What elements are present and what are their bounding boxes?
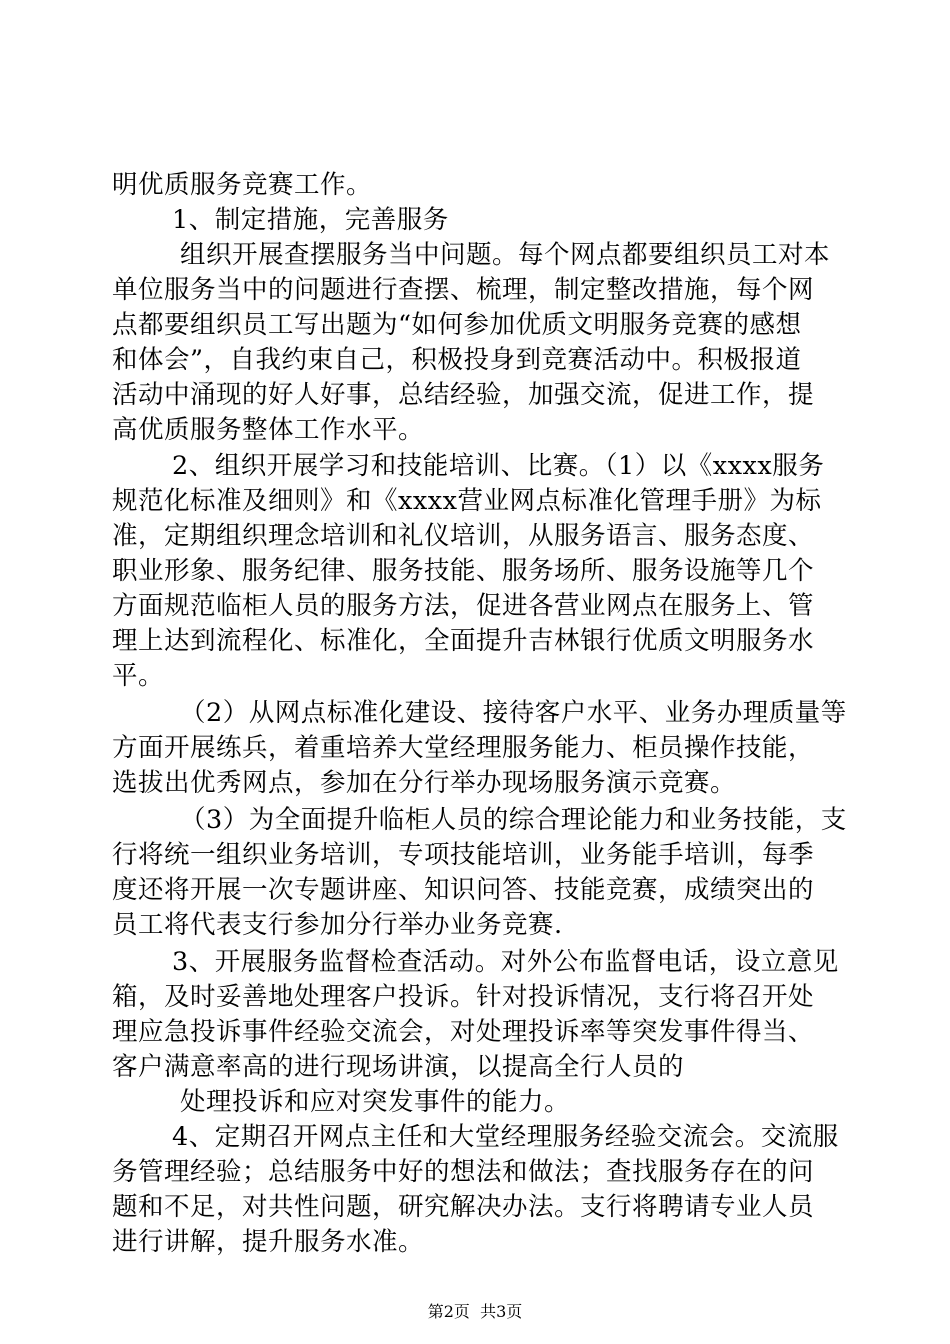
page-footer: 第2页 共3页	[427, 1302, 523, 1321]
text-line: 方面规范临柜人员的服务方法，促进各营业网点在服务上、管	[112, 591, 815, 621]
text-line: 箱，及时妥善地处理客户投诉。针对投诉情况，支行将召开处	[112, 982, 815, 1012]
text-line: 4、定期召开网点主任和大堂经理服务经验交流会。交流服	[172, 1122, 839, 1152]
text-line: 单位服务当中的问题进行查摆、梳理，制定整改措施，每个网	[112, 275, 815, 305]
text-line: 职业形象、服务纪律、服务技能、服务场所、服务设施等几个	[112, 556, 815, 586]
text-line: 平。	[112, 661, 165, 691]
text-line: 进行讲解，提升服务水准。	[112, 1227, 425, 1257]
text-line: 员工将代表支行参加分行举办业务竞赛.	[112, 910, 563, 940]
text-line: 和体会”，自我约束自己，积极投身到竞赛活动中。积极报道	[112, 345, 802, 375]
text-line: 理上达到流程化、标准化，全面提升吉林银行优质文明服务水	[112, 626, 815, 656]
text-line: 规范化标准及细则》和《xxxx营业网点标准化管理手册》为标	[112, 486, 822, 516]
text-line: 准，定期组织理念培训和礼仪培训，从服务语言、服务态度、	[112, 521, 815, 551]
text-line: 题和不足，对共性问题，研究解决办法。支行将聘请专业人员	[112, 1192, 815, 1222]
section-heading: 1、制定措施，完善服务	[172, 205, 449, 235]
text-line: 客户满意率高的进行现场讲演，以提高全行人员的	[112, 1052, 685, 1082]
text-line: 度还将开展一次专题讲座、知识问答、技能竞赛，成绩突出的	[112, 875, 815, 905]
text-line: 2、组织开展学习和技能培训、比赛。（1）以《xxxx服务	[172, 451, 825, 481]
text-line: （2）从网点标准化建设、接待客户水平、业务办理质量等	[180, 698, 847, 728]
text-line: 组织开展查摆服务当中问题。每个网点都要组织员工对本	[180, 240, 831, 270]
text-line: 点都要组织员工写出题为“如何参加优质文明服务竞赛的感想	[112, 310, 802, 340]
text-line: 务管理经验；总结服务中好的想法和做法；查找服务存在的问	[112, 1157, 815, 1187]
text-line: 方面开展练兵，着重培养大堂经理服务能力、柜员操作技能，	[112, 733, 815, 763]
text-line: 明优质服务竞赛工作。	[112, 170, 373, 200]
text-line: 理应急投诉事件经验交流会，对处理投诉率等突发事件得当、	[112, 1017, 815, 1047]
text-line: 处理投诉和应对突发事件的能力。	[180, 1087, 571, 1117]
text-line: 3、开展服务监督检查活动。对外公布监督电话，设立意见	[172, 947, 839, 977]
text-line: 行将统一组织业务培训，专项技能培训，业务能手培训，每季	[112, 840, 815, 870]
text-line: 选拔出优秀网点，参加在分行举办现场服务演示竞赛。	[112, 768, 737, 798]
text-line: 高优质服务整体工作水平。	[112, 415, 425, 445]
text-line: （3）为全面提升临柜人员的综合理论能力和业务技能，支	[180, 805, 847, 835]
text-line: 活动中涌现的好人好事，总结经验，加强交流，促进工作，提	[112, 380, 815, 410]
